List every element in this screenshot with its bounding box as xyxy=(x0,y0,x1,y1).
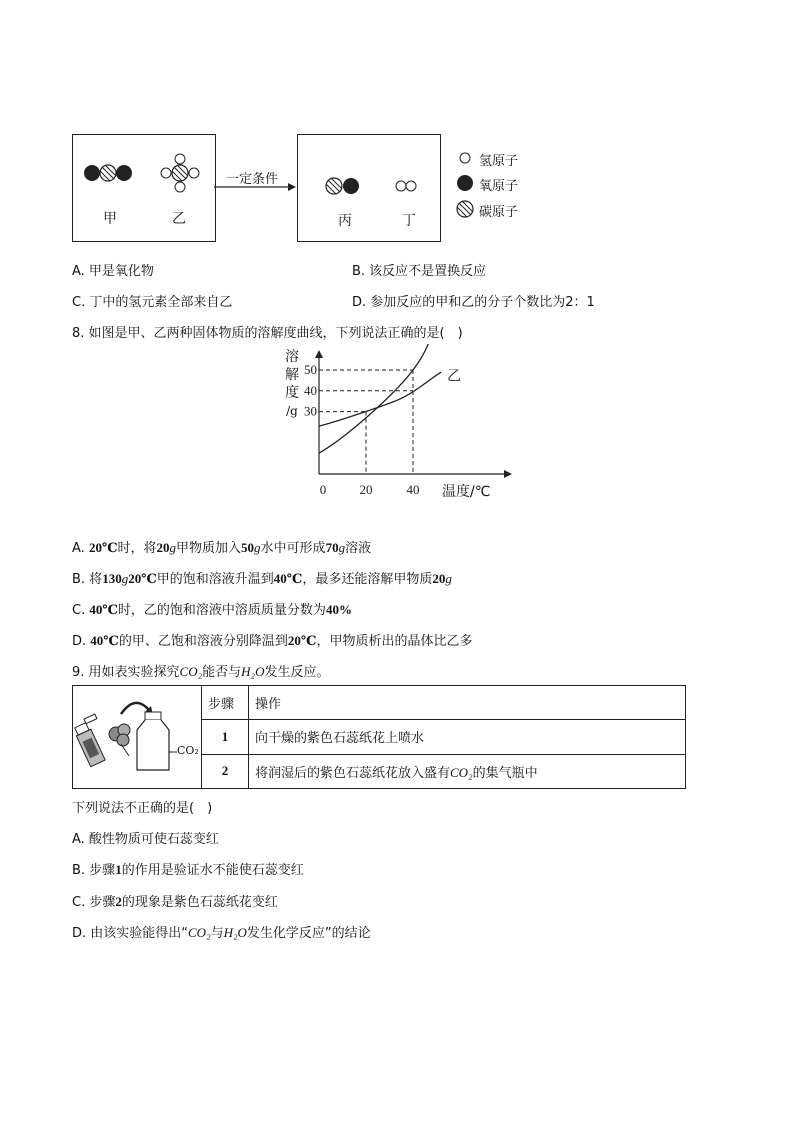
hydrogen-atom xyxy=(175,182,185,192)
legend-carbon: 碳原子 xyxy=(479,205,519,220)
q8-option-b: B. 将130g20℃甲的饱和溶液升温到40℃，最多还能溶解甲物质20g xyxy=(72,571,452,587)
x-tick-label: 0 xyxy=(319,482,327,497)
ylabel-char: /g xyxy=(286,404,298,418)
step-operation: 向干燥的紫色石蕊纸花上喷水 xyxy=(249,720,686,754)
q7-option-a: A. 甲是氧化物 xyxy=(72,264,154,279)
reactant-molecules xyxy=(72,134,216,242)
chart-ylabel xyxy=(284,348,300,420)
q9-option-b: B. 步骤1的作用是验证水不能使石蕊变红 xyxy=(72,862,304,878)
apparatus-cell xyxy=(73,686,202,789)
spray-bottle-icon xyxy=(73,714,114,767)
series-jia-line xyxy=(319,344,438,453)
hydrogen-atom xyxy=(406,181,416,191)
q7-option-c: C. 丁中的氢元素全部来自乙 xyxy=(72,295,233,310)
q8-option-d: D. 40℃的甲、乙饱和溶液分别降温到20℃，甲物质析出的晶体比乙多 xyxy=(72,633,473,649)
oxygen-atom xyxy=(343,178,359,194)
oxygen-atom xyxy=(84,165,100,181)
hydrogen-atom xyxy=(175,154,185,164)
ylabel-char: 解 xyxy=(285,367,299,383)
q9-option-a: A. 酸性物质可使石蕊变红 xyxy=(72,832,219,847)
y-tick-label: 50 xyxy=(304,362,317,377)
q7-option-b: B. 该反应不是置换反应 xyxy=(352,264,487,279)
legend-oxygen: 氧原子 xyxy=(479,179,519,194)
x-tick-label: 40 xyxy=(406,482,420,497)
q9-option-c: C. 步骤2的现象是紫色石蕊纸花变红 xyxy=(72,894,278,910)
hydrogen-atom xyxy=(161,168,171,178)
legend-hydrogen: 氢原子 xyxy=(479,154,519,169)
legend-icons xyxy=(455,148,477,222)
chart-xlabel: 温度/℃ xyxy=(442,484,491,500)
hydrogen-atom xyxy=(189,168,199,178)
q8-stem: 8. 如图是甲、乙两种固体物质的溶解度曲线，下列说法正确的是( ) xyxy=(72,326,463,341)
hydrogen-atom xyxy=(396,181,406,191)
hydrogen-legend-icon xyxy=(460,153,470,163)
arrow-icon xyxy=(214,180,298,194)
ylabel-char: 度 xyxy=(285,385,299,401)
apparatus-figure xyxy=(73,686,201,788)
step-operation: 将润湿后的紫色石蕊纸花放入盛有CO₂的集气瓶中 xyxy=(249,754,686,788)
co2-label: CO₂ xyxy=(177,744,199,757)
y-tick-label: 30 xyxy=(304,403,317,419)
label-yi: 乙 xyxy=(172,211,186,227)
x-axis-arrow-icon xyxy=(504,470,512,478)
q8-option-c: C. 40℃时，乙的饱和溶液中溶质质量分数为40% xyxy=(72,602,352,618)
q9-option-d: D. 由该实验能得出“CO₂与H₂O发生化学反应”的结论 xyxy=(72,925,371,941)
table-header-operation: 操作 xyxy=(249,686,686,720)
y-tick-label: 40 xyxy=(304,382,317,398)
q7-option-d: D. 参加反应的甲和乙的分子个数比为2：1 xyxy=(352,295,595,310)
step-number: 2 xyxy=(202,754,249,788)
arrow-label: 一定条件 xyxy=(226,172,279,187)
q9-stem: 9. 用如表实验探究CO₂能否与H₂O发生反应。 xyxy=(72,664,330,680)
litmus-flower-icon xyxy=(109,724,130,756)
label-jia: 甲 xyxy=(103,211,117,227)
label-ding: 丁 xyxy=(402,213,416,229)
step-number: 1 xyxy=(202,720,249,754)
series-yi-line xyxy=(319,372,441,426)
oxygen-atom xyxy=(116,165,132,181)
x-tick-label: 20 xyxy=(359,482,373,497)
q9-question: 下列说法不正确的是( ) xyxy=(72,801,213,816)
series-label-yi: 乙 xyxy=(447,368,462,385)
ylabel-char: 溶 xyxy=(285,349,299,365)
oxygen-legend-icon xyxy=(457,175,473,191)
product-molecules xyxy=(297,134,441,242)
table-header-step: 步骤 xyxy=(202,686,249,720)
experiment-table xyxy=(72,685,686,789)
y-axis-arrow-icon xyxy=(315,350,323,358)
q8-option-a: A. 20℃时，将20g甲物质加入50g水中可形成70g溶液 xyxy=(72,540,372,556)
solubility-chart xyxy=(270,344,520,500)
label-bing: 丙 xyxy=(338,213,352,229)
gas-bottle-icon xyxy=(137,712,177,770)
